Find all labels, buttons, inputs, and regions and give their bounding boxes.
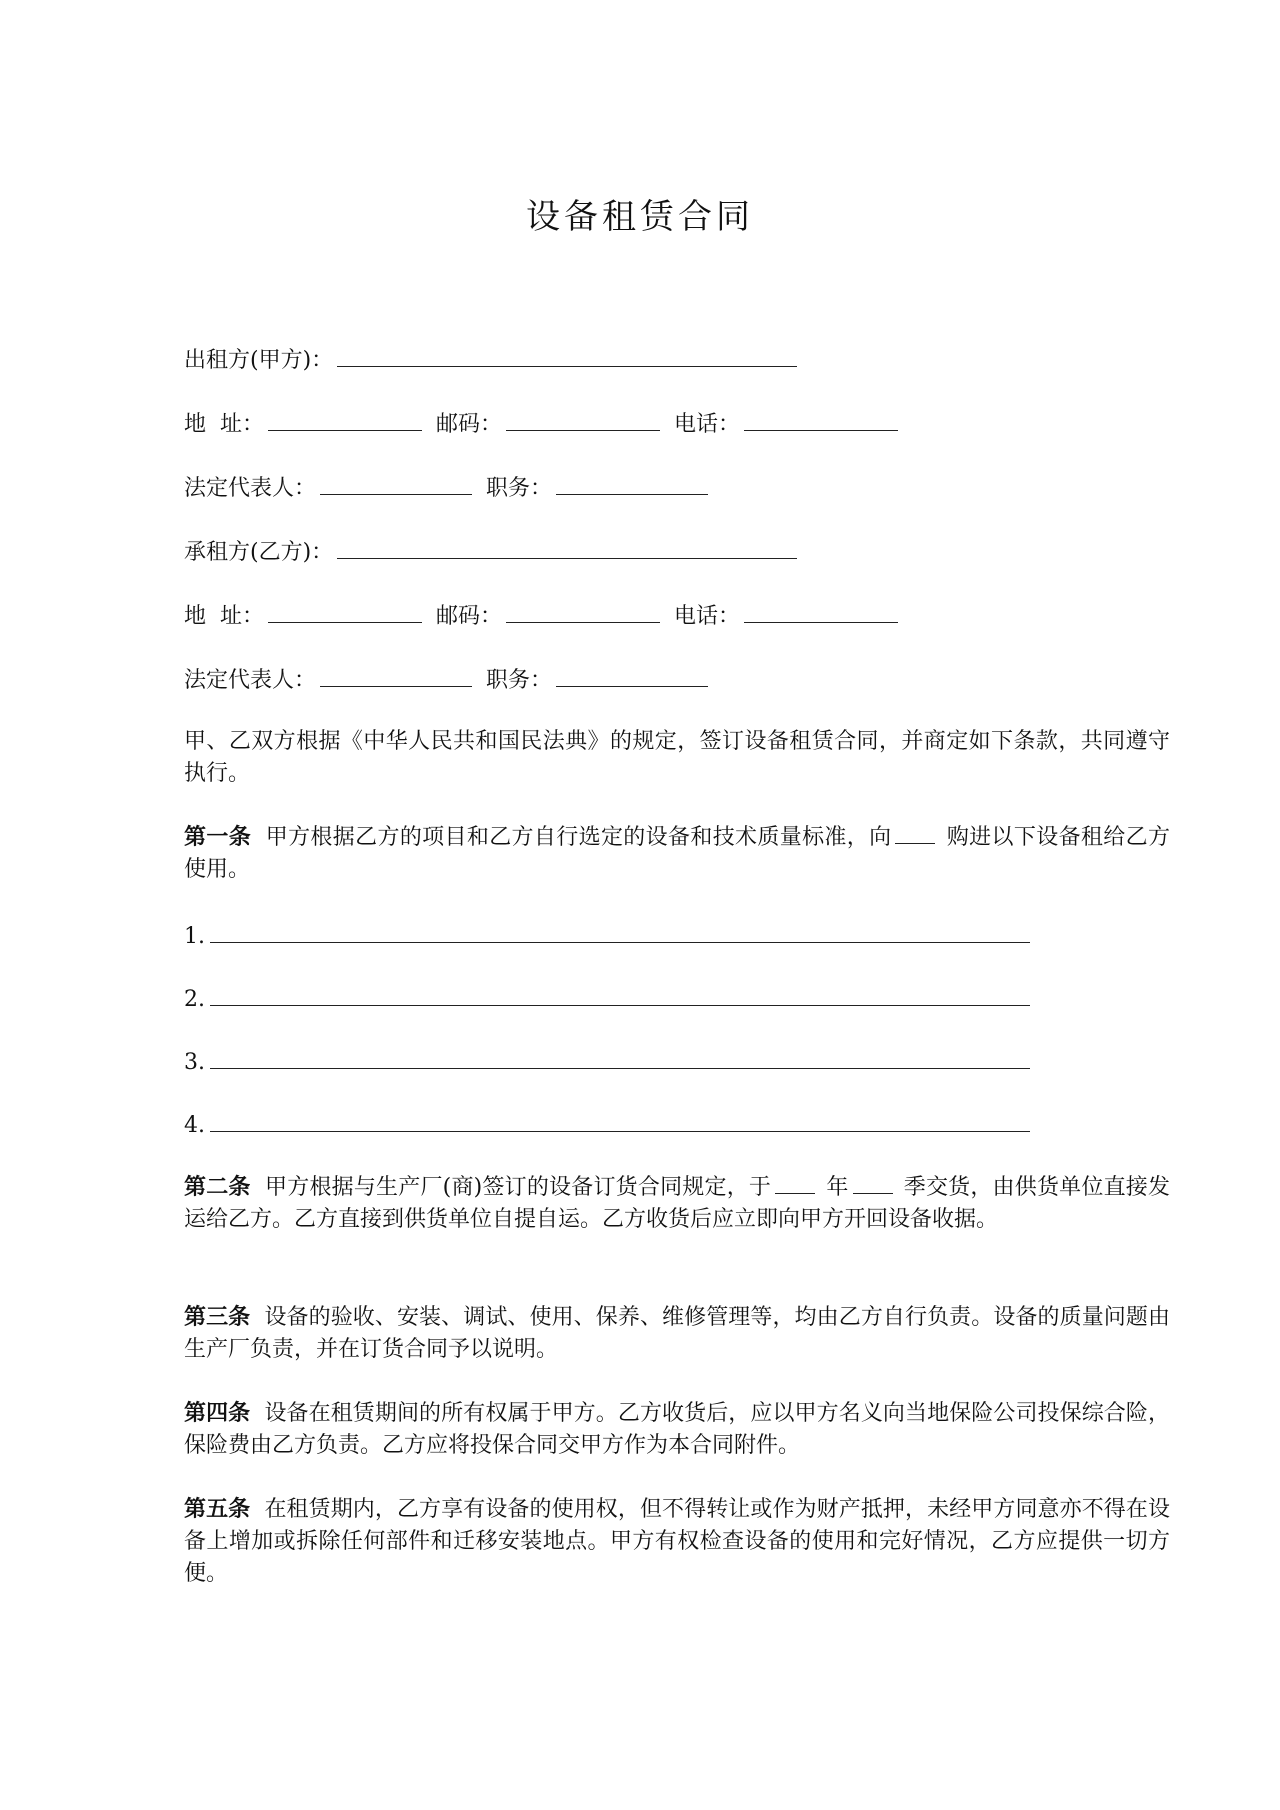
lessor-label: 出租方(甲方)： bbox=[184, 348, 334, 373]
article-3-text: 设备的验收、安装、调试、使用、保养、维修管理等，均由乙方自行负责。设备的质量问题由生产厂负责，并在订货合同予以说明。 bbox=[184, 1305, 1170, 1362]
lessor-phone-label: 电话： bbox=[674, 412, 741, 437]
lessor-line bbox=[184, 344, 797, 377]
lessee-rep-line bbox=[184, 664, 708, 697]
lessee-phone-label: 电话： bbox=[674, 604, 741, 629]
preamble-paragraph: 甲、乙双方根据《中华人民共和国民法典》的规定，签订设备租赁合同，并商定如下条款，共同遵守执行。 bbox=[184, 729, 1170, 786]
lessor-rep-line bbox=[184, 472, 708, 505]
lessee-contact-line bbox=[184, 600, 898, 633]
lessee-rep-label: 法定代表人： bbox=[184, 668, 317, 693]
article-4 bbox=[184, 1398, 1170, 1462]
equipment-item bbox=[184, 920, 1030, 953]
lessee-address-label: 地 址： bbox=[184, 604, 264, 629]
lessor-postcode-blank bbox=[506, 408, 660, 431]
lessee-position-label: 职务： bbox=[486, 668, 553, 693]
article-3 bbox=[184, 1302, 1170, 1366]
lessor-position-blank bbox=[556, 472, 708, 495]
lessor-position-label: 职务： bbox=[486, 476, 553, 501]
article-1-text-a: 甲方根据乙方的项目和乙方自行选定的设备和技术质量标准，向 bbox=[265, 825, 892, 850]
equipment-item-blank bbox=[210, 1109, 1030, 1132]
lessor-contact-line bbox=[184, 408, 898, 441]
article-1 bbox=[184, 822, 1170, 886]
lessor-phone-blank bbox=[744, 408, 898, 431]
article-5-heading: 第五条 bbox=[184, 1497, 251, 1522]
article-2 bbox=[184, 1172, 1170, 1236]
article-1-text-b: 购进以下设备租给乙方使用。 bbox=[184, 825, 1170, 882]
lessee-postcode-blank bbox=[506, 600, 660, 623]
lessee-name-blank bbox=[337, 536, 797, 559]
article-1-supplier-blank bbox=[895, 823, 935, 844]
article-2-heading: 第二条 bbox=[184, 1175, 251, 1200]
lessee-address-blank bbox=[268, 600, 422, 623]
equipment-item bbox=[184, 983, 1030, 1016]
article-2-text-b: 年 bbox=[826, 1175, 849, 1200]
lessor-rep-blank bbox=[320, 472, 472, 495]
equipment-item-number: 4. bbox=[184, 1113, 205, 1138]
article-2-year-blank bbox=[775, 1173, 815, 1194]
article-2-quarter-blank bbox=[853, 1173, 893, 1194]
article-1-heading: 第一条 bbox=[184, 825, 252, 850]
lessor-postcode-label: 邮码： bbox=[436, 412, 503, 437]
article-4-heading: 第四条 bbox=[184, 1401, 251, 1426]
equipment-item bbox=[184, 1046, 1030, 1079]
lessee-line bbox=[184, 536, 797, 569]
article-2-text-c: 季交货，由供货单位直接发运给乙方。乙方直接到供货单位自提自运。乙方收货后应立即向甲方开回设备收据。 bbox=[184, 1175, 1170, 1232]
equipment-item bbox=[184, 1109, 1030, 1142]
equipment-item-number: 3. bbox=[184, 1050, 205, 1075]
equipment-item-blank bbox=[210, 1046, 1030, 1069]
equipment-item-number: 1. bbox=[184, 924, 205, 949]
document-title: 设备租赁合同 bbox=[526, 197, 754, 237]
article-5 bbox=[184, 1494, 1170, 1590]
lessee-phone-blank bbox=[744, 600, 898, 623]
article-5-text: 在租赁期内，乙方享有设备的使用权，但不得转让或作为财产抵押，未经甲方同意亦不得在设备上增加或拆除任何部件和迁移安装地点。甲方有权检查设备的使用和完好情况，乙方应提供一切方便。 bbox=[184, 1497, 1170, 1586]
equipment-item-blank bbox=[210, 920, 1030, 943]
lessor-rep-label: 法定代表人： bbox=[184, 476, 317, 501]
lessor-address-label: 地 址： bbox=[184, 412, 264, 437]
lessee-postcode-label: 邮码： bbox=[436, 604, 503, 629]
lessor-address-blank bbox=[268, 408, 422, 431]
article-2-text-a: 甲方根据与生产厂(商)签订的设备订货合同规定，于 bbox=[265, 1175, 772, 1200]
equipment-item-number: 2. bbox=[184, 987, 205, 1012]
lessor-name-blank bbox=[337, 344, 797, 367]
article-3-heading: 第三条 bbox=[184, 1305, 251, 1330]
lessee-label: 承租方(乙方)： bbox=[184, 540, 334, 565]
article-4-text: 设备在租赁期间的所有权属于甲方。乙方收货后，应以甲方名义向当地保险公司投保综合险，保险费由乙方负责。乙方应将投保合同交甲方作为本合同附件。 bbox=[184, 1401, 1170, 1458]
lessee-rep-blank bbox=[320, 664, 472, 687]
equipment-item-blank bbox=[210, 983, 1030, 1006]
lessee-position-blank bbox=[556, 664, 708, 687]
